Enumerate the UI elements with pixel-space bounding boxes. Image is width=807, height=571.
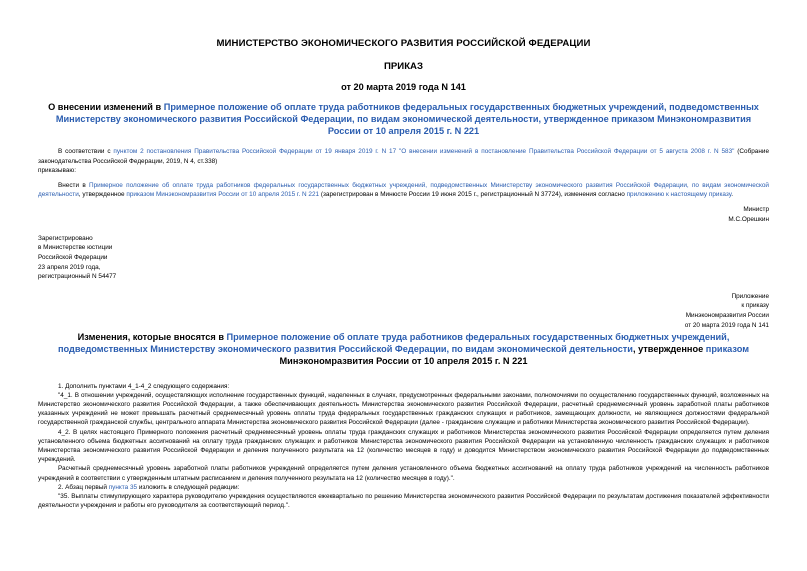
signature-name: М.С.Орешкин — [728, 215, 769, 223]
resolution-link-order[interactable]: приказом Минэкономразвития России от 10 апреля 2015 г. N 221 — [126, 191, 320, 199]
signature-block — [38, 205, 769, 223]
signature-role: Министр — [743, 206, 769, 214]
changes-item-2 — [38, 483, 769, 492]
resolution-suffix: . — [731, 191, 734, 199]
registration-line-3: Российской Федерации — [38, 254, 108, 261]
changes-title-prefix: Изменения, которые вносятся в — [77, 332, 227, 343]
changes-title-link-regulation[interactable]: Примерное положение об оплате труда работников федеральных государственных бюджетных учреждений, подведомственных Министерству экономического развития Российской Федерации, по видам экономической деятельности — [57, 332, 730, 354]
changes-clause-4-1: "4_1. В отношении учреждений, осуществляющих исполнение государственных функций, наделенных в случаях, предусмотренных федеральными законами, полномочиями по осуществлению государственных функций, возложенных на Министерство экономического развития Российской Федерации, а также обеспечивающих деятельность Министерства экономического развития Российской Федерации, расчетный среднемесячный уровень заработной платы работников указанных учреждений не может превышать расчетный среднемесячный уровень оплаты труда федеральных государственных гражданских служащих и работников, замещающих должности, не являющиеся должностями федеральной государственной гражданской службы, центрального аппарата Министерства экономического развития Российской Федерации (далее - гражданские служащие и работники Министерства экономического развития Российской Федерации). — [38, 391, 769, 427]
resolution-link-regulation[interactable]: Примерное положение об оплате труда работников федеральных государственных бюджетных учреждений, подведомственных Министерству экономического развития Российской Федерации, по видам экономической деятельности — [38, 182, 769, 199]
changes-clause-4-2: 4_2. В целях настоящего Примерного положения расчетный среднемесячный уровень оплаты труда гражданских служащих и работников Министерства экономического развития Российской Федерации определяется путем деления установленного объема бюджетных ассигнований на оплату труда гражданских служащих и работников Министерства экономического развития Российской Федерации на установленную численность гражданских служащих и работников Министерства экономического развития Российской Федерации и деления полученного результата на 12 (количество месяцев в году) и доводится Министерством экономического развития Российской Федерации до подведомственных учреждений. — [38, 428, 769, 464]
appendix-block — [38, 292, 769, 330]
registration-line-5: регистрационный N 54477 — [38, 273, 117, 281]
order-heading: ПРИКАЗ — [384, 61, 423, 72]
resolution-mid-2: (зарегистрирован в Минюсте России 19 июня 2015 г., регистрационный N 37724), изменения согласно — [319, 191, 627, 199]
order-title-link[interactable]: Примерное положение об оплате труда работников федеральных государственных бюджетных учреждений, подведомственных Министерству экономического развития Российской Федерации, по видам экономической деятельности, утвержденное приказом Минэкономразвития России от 10 апреля 2015 г. N 221 — [55, 102, 759, 136]
preamble-suffix: (Собрание законодательства Российской Федерации, 2019, N 4, ст.338) — [38, 148, 769, 165]
registration-line-4: 23 апреля 2019 года, — [38, 263, 101, 271]
resolution-paragraph — [38, 181, 769, 199]
changes-item-2-prefix: 2. Абзац первый — [58, 483, 109, 491]
registration-line-2: в Министерстве юстиции — [38, 244, 113, 252]
registration-block — [38, 234, 769, 282]
order-title-prefix: О внесении изменений в — [48, 102, 164, 112]
ministry-heading: МИНИСТЕРСТВО ЭКОНОМИЧЕСКОГО РАЗВИТИЯ РОССИЙСКОЙ ФЕДЕРАЦИИ — [216, 38, 591, 49]
appendix-line-4: от 20 марта 2019 года N 141 — [684, 321, 769, 329]
order-title — [44, 102, 763, 137]
changes-title-mid: , утвержденное — [632, 343, 706, 354]
resolution-link-appendix[interactable]: приложению к настоящему приказу — [626, 191, 732, 199]
appendix-line-1: Приложение — [731, 292, 769, 300]
changes-clause-4-2-cont: Расчетный среднемесячный уровень заработной платы работников учреждений определяется путем деления установленного объема бюджетных ассигнований на оплату труда работников учреждений на численность работников учреждений в соответствии с утвержденным штатным расписанием и деления полученного результата на 12 (количество месяцев в году).". — [38, 465, 769, 482]
preamble-paragraph — [38, 147, 769, 165]
order-word: приказываю: — [38, 166, 76, 174]
changes-title-suffix: Минэкономразвития России от 10 апреля 2015 г. N 221 — [279, 355, 528, 366]
changes-title-link-order[interactable]: приказом — [705, 343, 750, 354]
changes-title — [44, 332, 763, 367]
appendix-line-3: Минэкономразвития России — [685, 311, 769, 319]
registration-line-1: Зарегистрировано — [38, 234, 93, 242]
resolution-prefix: Внести в — [58, 182, 89, 189]
preamble-prefix: В соответствии с — [58, 148, 114, 156]
changes-item-1: 1. Дополнить пунктами 4_1-4_2 следующего содержания: — [58, 382, 230, 390]
changes-item-2-suffix: изложить в следующей редакции: — [137, 483, 240, 491]
changes-clause-35: "35. Выплаты стимулирующего характера руководителю учреждения осуществляются ежеквартально по решению Министерства экономического развития Российской Федерации по результатам достижения показателей эффективности деятельности учреждения и работы его руководителя за соответствующий период.". — [38, 492, 769, 510]
order-date: от 20 марта 2019 года N 141 — [341, 82, 466, 92]
changes-item-2-link[interactable]: пункта 35 — [108, 483, 138, 491]
resolution-mid-1: , утвержденное — [78, 191, 127, 199]
appendix-line-2: к приказу — [741, 302, 769, 310]
preamble-link[interactable]: пунктом 2 постановления Правительства Российской Федерации от 19 января 2019 г. N 17 "О внесении изменений в постановление Правительства Российской Федерации от 5 августа 2008 г. N 583" — [113, 148, 735, 156]
